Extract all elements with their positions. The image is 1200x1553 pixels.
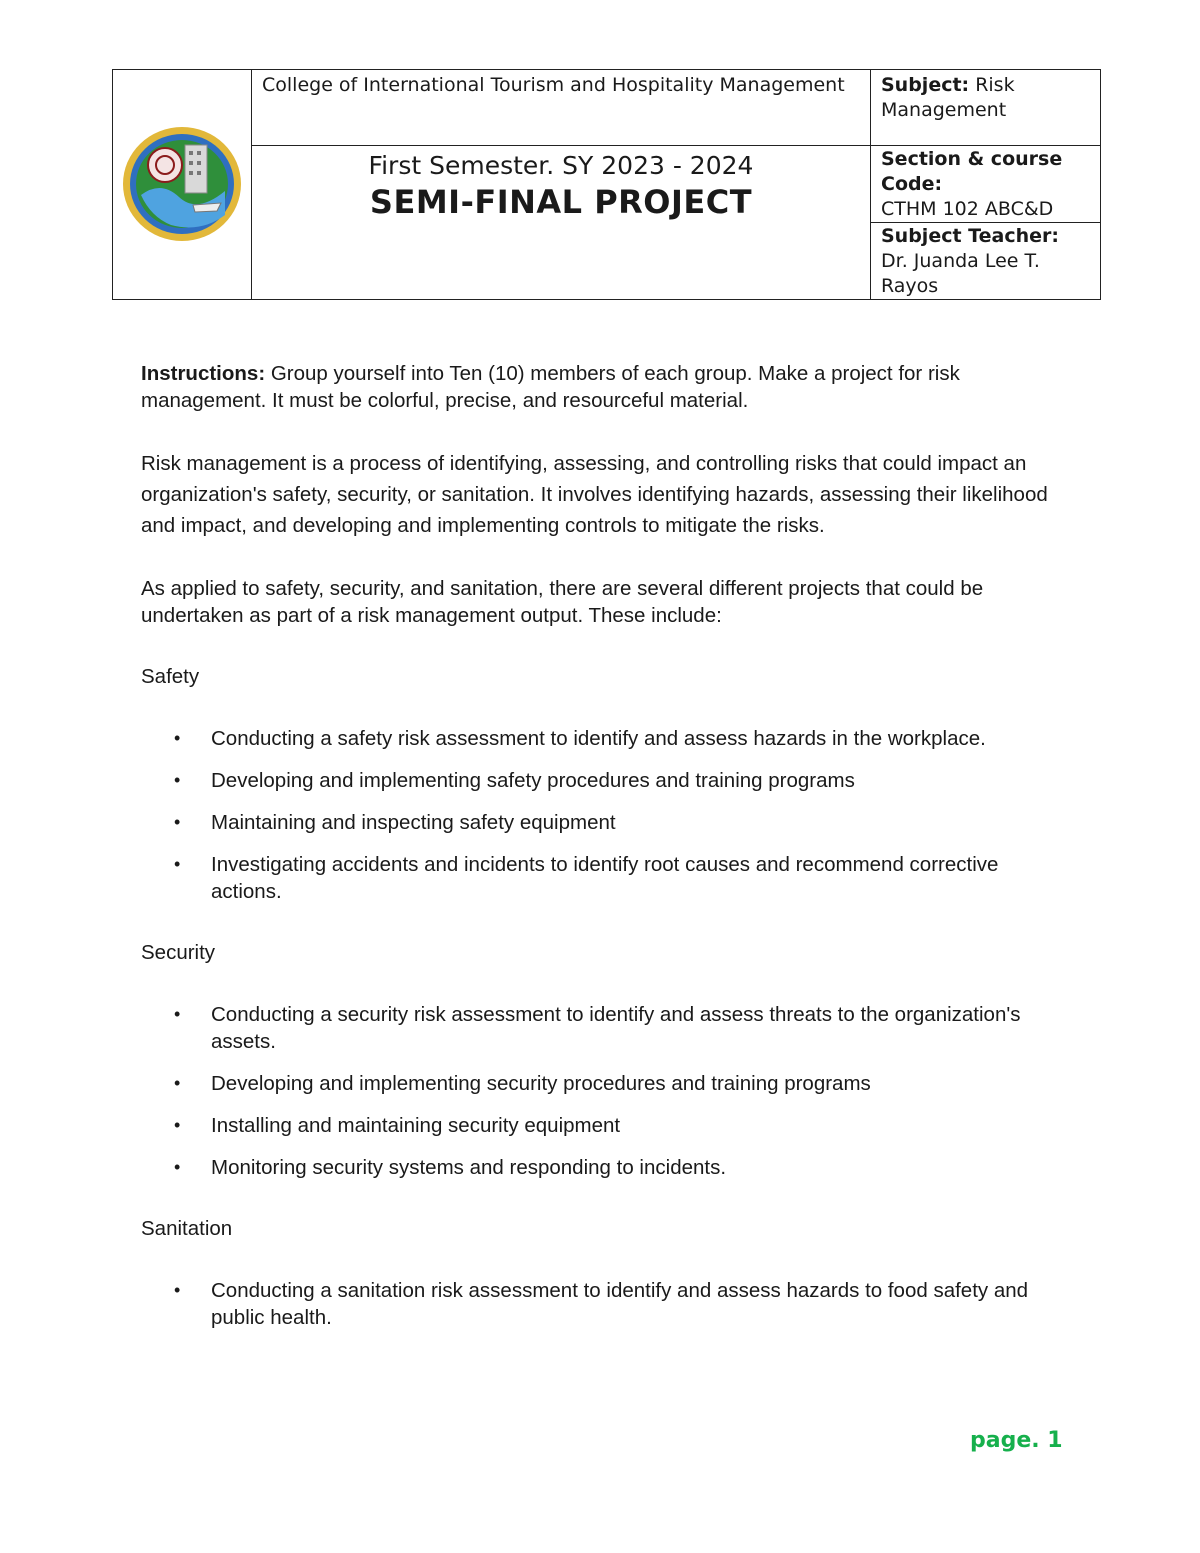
instructions-paragraph <box>141 360 1071 414</box>
bullet-list <box>141 725 1071 905</box>
teacher-cell <box>871 223 1101 300</box>
subject-cell <box>871 70 1101 146</box>
list-item: • Maintaining and inspecting safety equipment <box>174 811 616 834</box>
bullet-icon: • <box>174 1004 181 1024</box>
college-seal-logo <box>121 125 243 243</box>
list-item: • Conducting a security risk assessment to identify and assess threats to the organization's assets. <box>174 1003 1021 1053</box>
section-safety <box>141 663 1071 905</box>
section-label: Section & course Code: <box>881 148 1063 195</box>
college-cell <box>252 70 871 146</box>
section-value: CTHM 102 ABC&D <box>881 198 1054 220</box>
section-cell <box>871 146 1101 223</box>
project-title: SEMI-FINAL PROJECT <box>369 183 753 221</box>
list-item: • Monitoring security systems and responding to incidents. <box>174 1156 727 1179</box>
teacher-label: Subject Teacher: <box>881 225 1059 247</box>
section-security <box>141 939 1071 1181</box>
title-cell <box>252 146 871 300</box>
subject-value: Risk Management <box>881 74 1015 121</box>
bullet-icon: • <box>174 1157 181 1177</box>
list-item: • Conducting a safety risk assessment to identify and assess hazards in the workplace. <box>174 727 986 750</box>
bullet-icon: • <box>174 1280 181 1300</box>
teacher-value: Dr. Juanda Lee T. Rayos <box>881 250 1040 297</box>
list-item: • Investigating accidents and incidents to identify root causes and recommend corrective actions. <box>174 853 999 903</box>
bullet-icon: • <box>174 728 181 748</box>
bullet-list <box>141 1277 1071 1331</box>
semester-text: First Semester. SY 2023 - 2024 <box>368 151 754 180</box>
applied-paragraph: As applied to safety, security, and sanitation, there are several different projects that could be undertaken as part of a risk management output. These include: <box>141 577 984 627</box>
document-body <box>141 360 1071 1365</box>
bullet-list <box>141 1001 1071 1181</box>
section-sanitation <box>141 1215 1071 1331</box>
college-name: College of International Tourism and Hospitality Management <box>262 74 845 96</box>
subject-label: Subject: <box>881 74 970 96</box>
section-title: Sanitation <box>141 1217 233 1240</box>
bullet-icon: • <box>174 854 181 874</box>
bullet-icon: • <box>174 1115 181 1135</box>
section-title: Security <box>141 941 216 964</box>
section-title: Safety <box>141 665 200 688</box>
bullet-icon: • <box>174 812 181 832</box>
list-item: • Installing and maintaining security equipment <box>174 1114 621 1137</box>
instructions-text: Group yourself into Ten (10) members of each group. Make a project for risk management. It must be colorful, precise, and resourceful material. <box>141 362 960 412</box>
list-item: • Conducting a sanitation risk assessment to identify and assess hazards to food safety and public health. <box>174 1279 1029 1329</box>
instructions-label: Instructions: <box>141 362 266 385</box>
bullet-icon: • <box>174 1073 181 1093</box>
risk-management-paragraph: Risk management is a process of identifying, assessing, and controlling risks that could impact an organization's safety, security, or sanitation. It involves identifying hazards, assessing their likelihood and impact, and developing and implementing controls to mitigate the risks. <box>141 452 1048 537</box>
page-number: page. 1 <box>970 1428 1063 1453</box>
header-table <box>112 69 1101 300</box>
bullet-icon: • <box>174 770 181 790</box>
list-item: • Developing and implementing safety procedures and training programs <box>174 769 855 792</box>
logo-cell <box>113 70 252 300</box>
list-item: • Developing and implementing security procedures and training programs <box>174 1072 871 1095</box>
